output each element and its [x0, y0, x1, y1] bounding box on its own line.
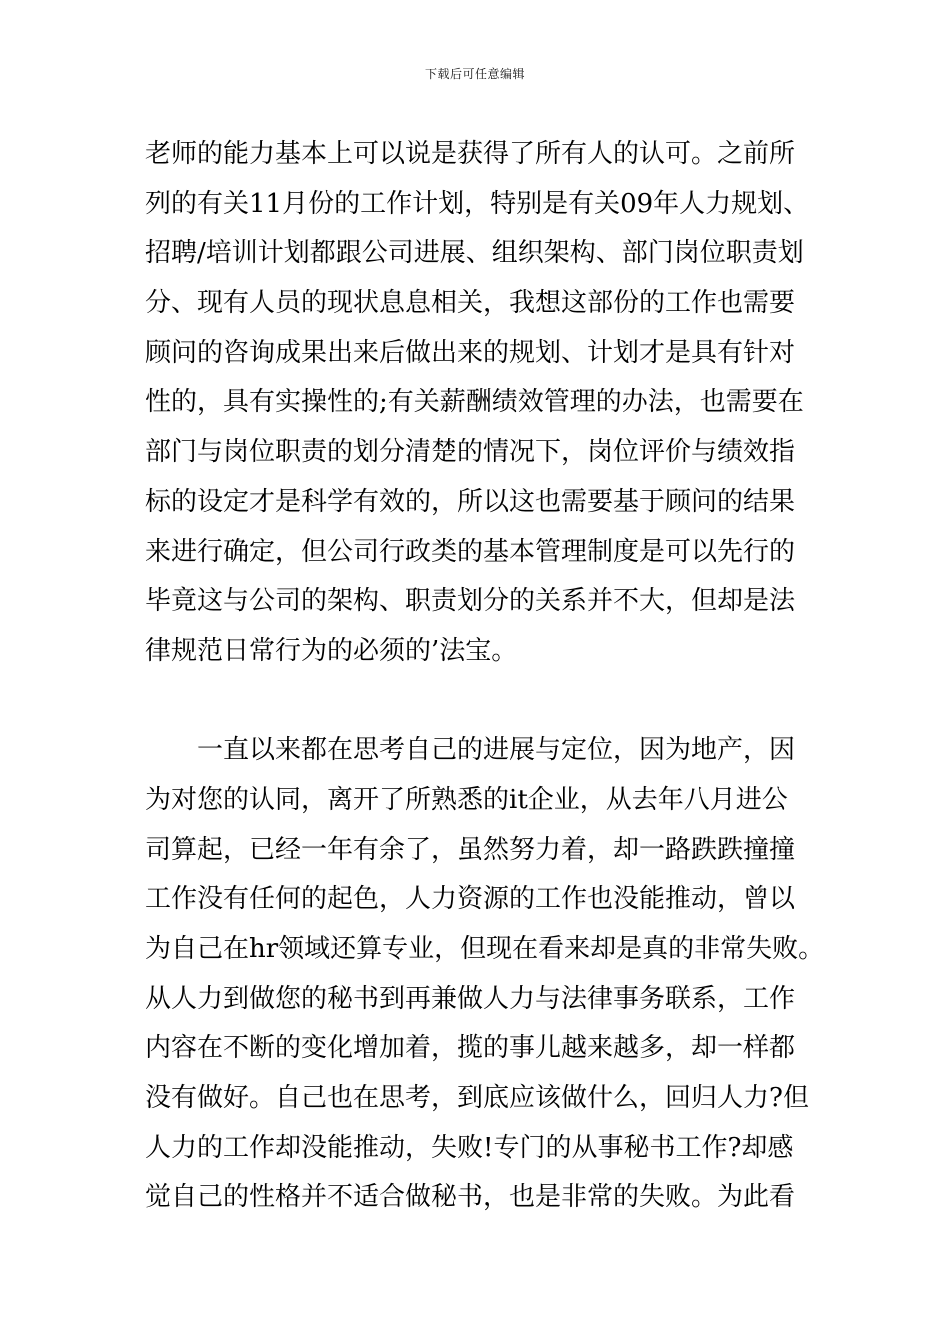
text-line: 工作没有任何的起色，人力资源的工作也没能推动，曾以: [145, 884, 796, 915]
paragraph-spacer: [145, 677, 835, 727]
text-line: 分、现有人员的现状息息相关，我想这部份的工作也需要: [145, 288, 796, 319]
text-line: 为对您的认同，离开了所熟悉的it企业，从去年八月进公: [145, 784, 788, 815]
text-line: 顾问的咨询成果出来后做出来的规划、计划才是具有针对: [145, 337, 796, 368]
text-line: 列的有关11月份的工作计划，特别是有关09年人力规划、: [145, 188, 810, 219]
text-line: 性的，具有实操性的;有关薪酬绩效管理的办法，也需要在: [145, 387, 804, 418]
text-line: 招聘/培训计划都跟公司进展、组织架构、部门岗位职责划: [145, 238, 804, 269]
paragraph-1: [145, 130, 835, 677]
text-line: 司算起，已经一年有余了，虽然努力着，却一路跌跌撞撞: [145, 834, 796, 865]
text-line: 没有做好。自己也在思考，到底应该做什么，回归人力?但: [145, 1083, 809, 1114]
text-line: 人力的工作却没能推动，失败!专门的从事秘书工作?却感: [145, 1132, 794, 1163]
text-line: 一直以来都在思考自己的进展与定位，因为地产，因: [145, 735, 796, 766]
paragraph-2: [145, 726, 835, 1223]
text-line: 为自己在hr领域还算专业，但现在看来却是真的非常失败。: [145, 934, 825, 964]
text-line: 部门与岗位职责的划分清楚的情况下，岗位评价与绩效指: [145, 437, 796, 468]
document-body: [145, 130, 835, 1223]
page-header: 下载后可任意编辑: [424, 67, 525, 81]
text-line: 从人力到做您的秘书到再兼做人力与法律事务联系，工作: [145, 983, 796, 1014]
text-line: 内容在不断的变化增加着，揽的事儿越来越多，却一样都: [145, 1033, 796, 1064]
text-line: 标的设定才是科学有效的，所以这也需要基于顾问的结果: [145, 486, 796, 517]
text-line: 毕竟这与公司的架构、职责划分的关系并不大，但却是法: [145, 586, 796, 617]
text-line: 觉自己的性格并不适合做秘书，也是非常的失败。为此看: [145, 1182, 796, 1213]
text-line: 律规范日常行为的必须的’法宝。: [145, 635, 518, 666]
text-line: 来进行确定，但公司行政类的基本管理制度是可以先行的: [145, 536, 796, 567]
text-line: 老师的能力基本上可以说是获得了所有人的认可。之前所: [145, 139, 796, 169]
